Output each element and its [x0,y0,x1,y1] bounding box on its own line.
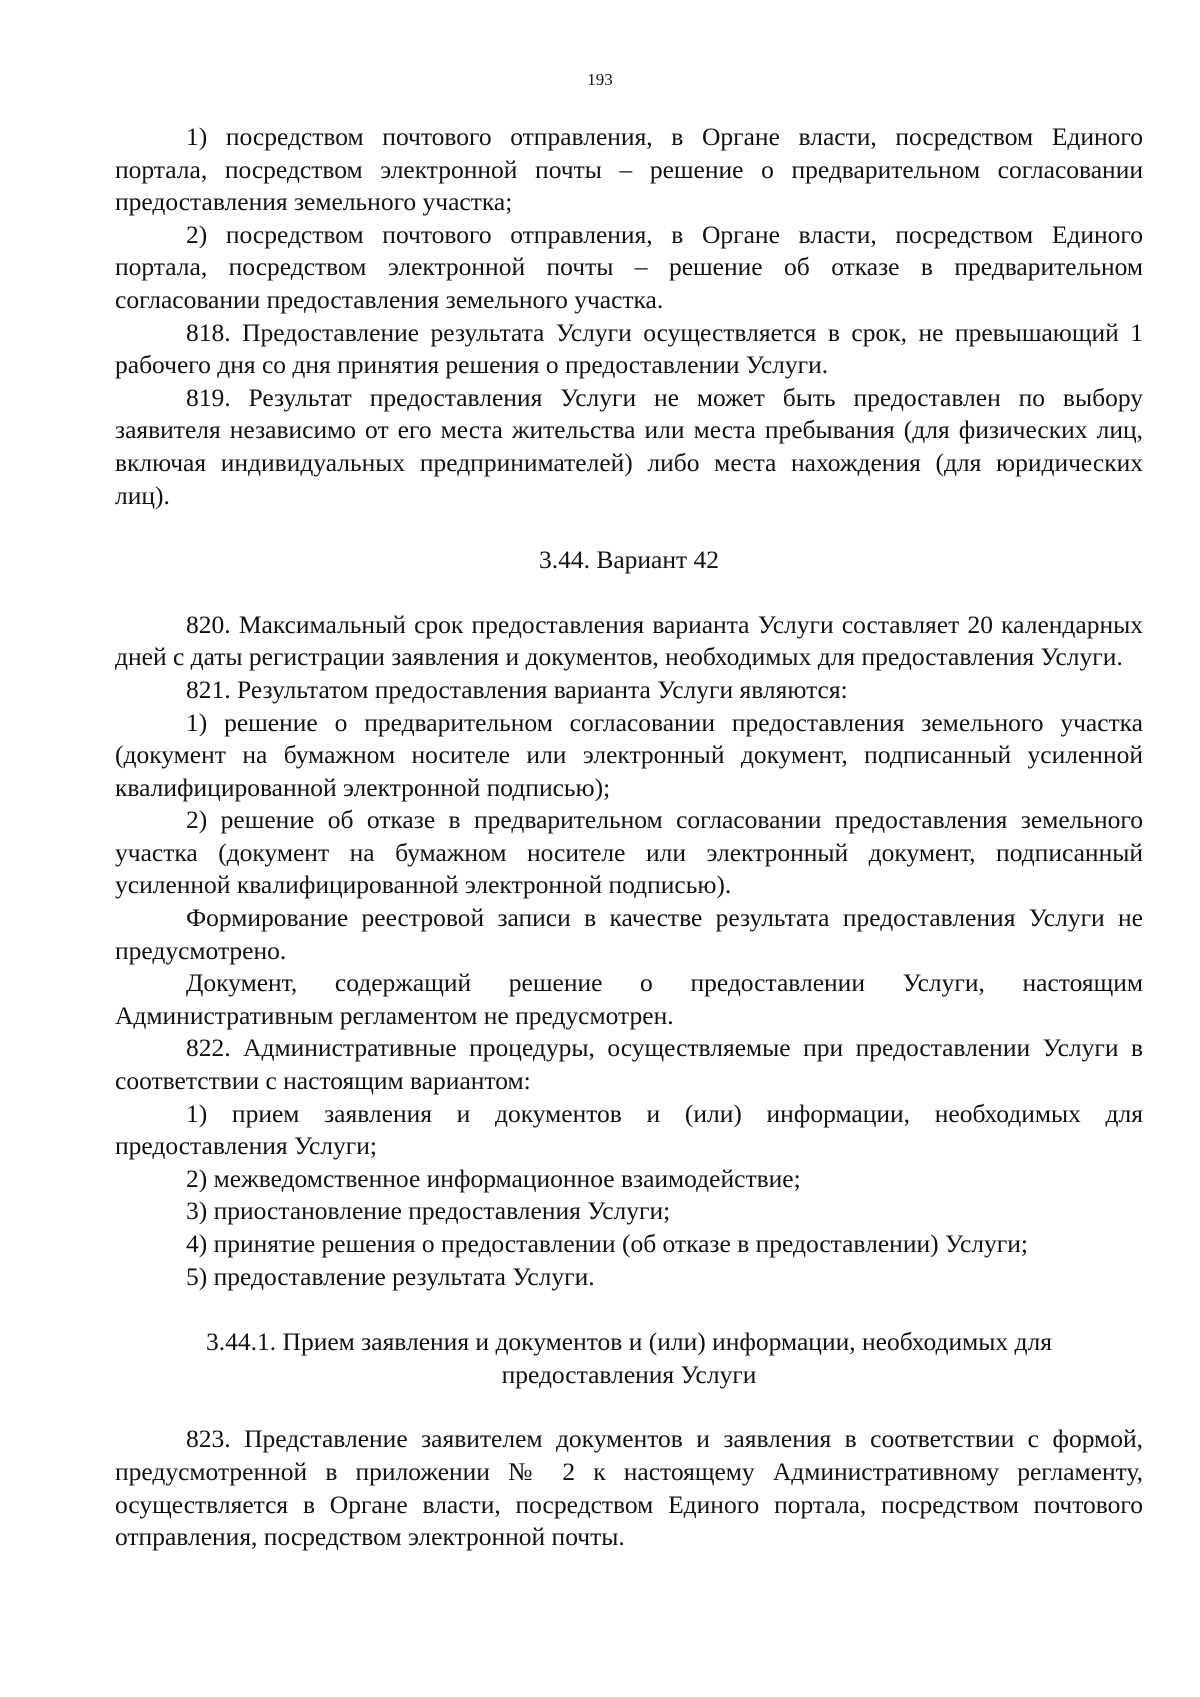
paragraph-821: 821. Результатом предоставления варианта Услуги являются: [186,674,848,704]
paragraph-820: 820. Максимальный срок предоставления варианта Услуги составляет 20 календарных дней с даты регистрации заявления и документов, необходимых для предоставления Услуги. [115,609,1143,672]
page-number: 193 [587,70,613,89]
list-item-procedure-1: 1) прием заявления и документов и (или) информации, необходимых для предоставления Услуги; [115,1098,1143,1161]
paragraph-delivery-approval: 1) посредством почтового отправления, в Органе власти, посредством Единого портала, посредством электронной почты – решение о предварительном согласовании предоставления земельного участка; [115,122,1143,217]
paragraph-822: 822. Административные процедуры, осуществляемые при предоставлении Услуги в соответствии с настоящим вариантом: [115,1033,1143,1096]
paragraph-delivery-refusal: 2) посредством почтового отправления, в Органе власти, посредством Единого портала, посредством электронной почты – решение об отказе в предварительном согласовании предоставления земельного участка. [115,219,1143,314]
list-item-procedure-2: 2) межведомственное информационное взаимодействие; [186,1163,801,1193]
list-item-procedure-3: 3) приостановление предоставления Услуги; [186,1196,671,1226]
list-item-procedure-5: 5) предоставление результата Услуги. [186,1261,595,1291]
section-heading-3-44: 3.44. Вариант 42 [538,545,720,575]
paragraph-registry-record: Формирование реестровой записи в качестве результата предоставления Услуги не предусмотрено. [115,903,1143,965]
paragraph-823: 823. Представление заявителем документов и заявления в соответствии с формой, предусмотренной в приложении № 2 к настоящему Административному регламенту, осуществляется в Органе власти, посредством Единого портала, посредством почтового отправления, посредством электронной почты. [115,1424,1143,1552]
section-heading-3-44-1: 3.44.1. Прием заявления и документов и (или) информации, необходимых для предоставления Услуги [206,1327,1052,1389]
list-item-result-approval: 1) решение о предварительном согласовании предоставления земельного участка (документ на бумажном носителе или электронный документ, подписанный усиленной квалифицированной электронной подписью); [115,707,1143,802]
list-item-procedure-4: 4) принятие решения о предоставлении (об отказе в предоставлении) Услуги; [186,1229,1028,1258]
list-item-result-refusal: 2) решение об отказе в предварительном согласовании предоставления земельного участка (документ на бумажном носителе или электронный документ, подписанный усиленной квалифицированной электронной подписью). [115,805,1143,900]
document-body [115,121,1143,1554]
paragraph-decision-document: Документ, содержащий решение о предоставлении Услуги, настоящим Административным регламентом не предусмотрен. [115,968,1143,1030]
paragraph-818: 818. Предоставление результата Услуги осуществляется в срок, не превышающий 1 рабочего дня со дня принятия решения о предоставлении Услуги. [115,317,1143,380]
paragraph-819: 819. Результат предоставления Услуги не может быть предоставлен по выбору заявителя независимо от его места жительства или места пребывания (для физических лиц, включая индивидуальных предпринимателей) либо места нахождения (для юридических лиц). [115,382,1143,510]
